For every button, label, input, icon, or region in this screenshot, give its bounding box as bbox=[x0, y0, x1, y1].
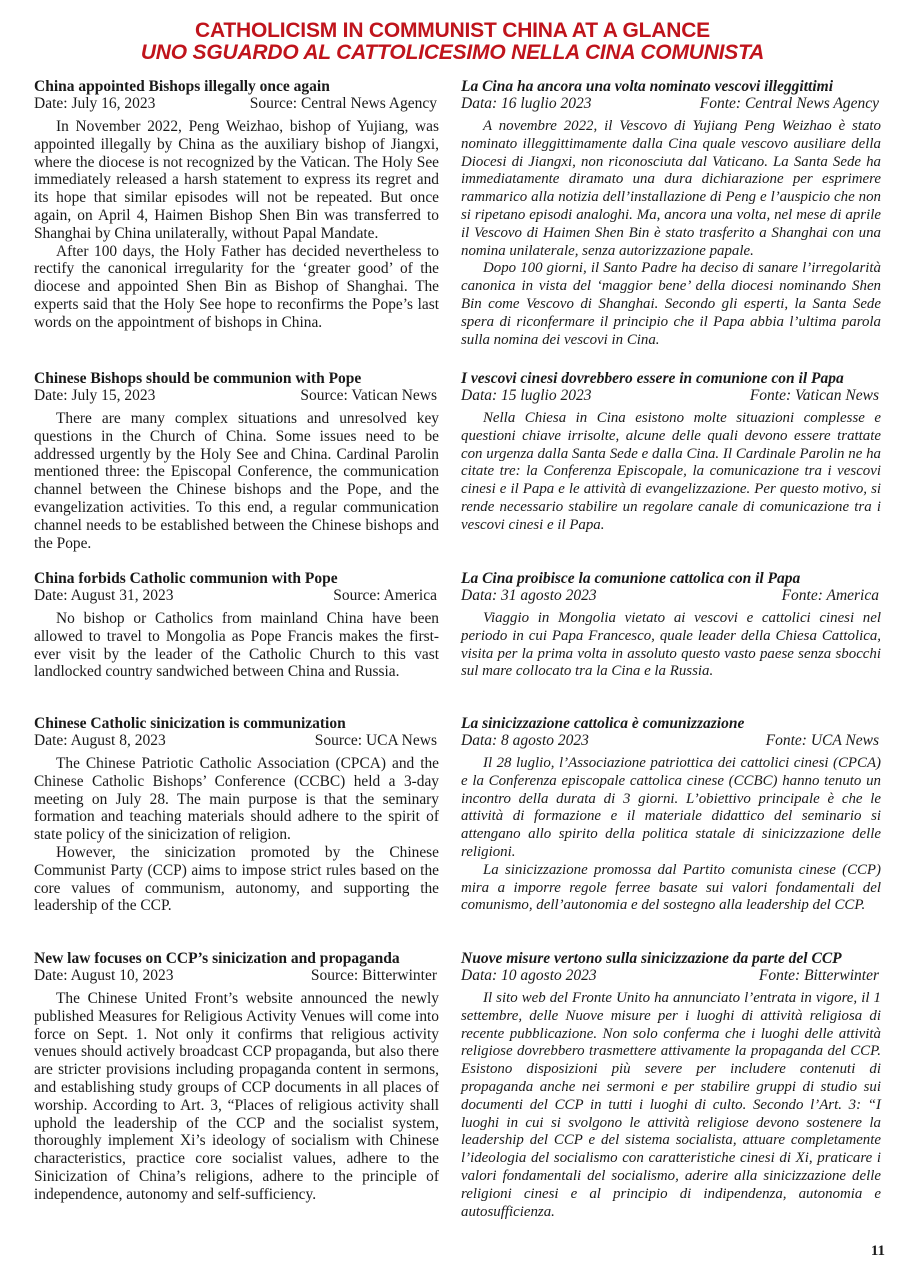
article-body bbox=[461, 990, 881, 1221]
article-date: Data: 16 luglio 2023 bbox=[461, 95, 592, 112]
article-date: Data: 31 agosto 2023 bbox=[461, 587, 597, 604]
page-header bbox=[0, 20, 905, 64]
article-date: Data: 15 luglio 2023 bbox=[461, 387, 592, 404]
article-en-4 bbox=[34, 715, 439, 915]
paragraph: La sinicizzazione promossa dal Partito comunista cinese (CCP) mira a imporre regole ferree basate sui valori fondamentali del comunismo, dell’autonomia e del sostegno alla leadership del CCP. bbox=[461, 861, 881, 914]
article-body bbox=[34, 610, 439, 681]
article-source: Source: UCA News bbox=[314, 732, 437, 749]
article-date: Date: July 16, 2023 bbox=[34, 95, 156, 112]
article-source: Source: America bbox=[333, 587, 437, 604]
article-body bbox=[34, 755, 439, 915]
article-title: China appointed Bishops illegally once again bbox=[34, 78, 330, 95]
article-source: Source: Vatican News bbox=[300, 387, 437, 404]
article-title: Chinese Catholic sinicization is communization bbox=[34, 715, 346, 732]
paragraph: The Chinese Patriotic Catholic Association (CPCA) and the Chinese Catholic Bishops’ Conference (CCBC) held a 3-day meeting on July 28. The main purpose is that the seminary formation and teaching materials should adhere to the spirit of state policy of the sinicization of religion. bbox=[34, 755, 439, 844]
paragraph: Il 28 luglio, l’Associazione patriottica dei cattolici cinesi (CPCA) e la Conferenza episcopale cattolica cinese (CCBC) hanno tenuto un incontro della durata di 3 giorni. L’obiettivo principale è che le attività di formazione e il materiale didattico del seminario si attengano allo spirito della politica statale di sinicizzazione delle religioni. bbox=[461, 755, 881, 860]
article-date: Date: July 15, 2023 bbox=[34, 387, 156, 404]
article-body bbox=[461, 118, 881, 349]
article-en-2 bbox=[34, 370, 439, 552]
paragraph: No bishop or Catholics from mainland China have been allowed to travel to Mongolia as Pope Francis makes the first-ever visit by the leader of the Catholic Church to this vast landlocked country sandwiched between China and Russia. bbox=[34, 610, 439, 681]
article-source: Fonte: America bbox=[781, 587, 879, 604]
article-source: Fonte: Bitterwinter bbox=[758, 967, 879, 984]
article-source: Fonte: Central News Agency bbox=[699, 95, 879, 112]
title-english: CATHOLICISM IN COMMUNIST CHINA AT A GLANCE bbox=[194, 19, 710, 42]
article-body bbox=[34, 410, 439, 552]
article-title: Nuove misure vertono sulla sinicizzazione da parte del CCP bbox=[461, 950, 842, 967]
article-meta bbox=[461, 387, 881, 405]
article-body bbox=[34, 990, 439, 1204]
article-meta bbox=[461, 587, 881, 605]
paragraph: Viaggio in Mongolia vietato ai vescovi e cattolici cinesi nel periodo in cui Papa Francesco, quale leader della Chiesa Cattolica, visita per la prima volta in assoluto questo vasto paese senza sbocchi sul mare collocato tra la Cina e la Russia. bbox=[461, 610, 881, 680]
article-title: La Cina ha ancora una volta nominato vescovi illeggittimi bbox=[461, 78, 834, 95]
article-title: Chinese Bishops should be communion with Pope bbox=[34, 370, 362, 387]
article-it-5 bbox=[461, 950, 881, 1221]
paragraph: Dopo 100 giorni, il Santo Padre ha deciso di sanare l’irregolarità canonica in vista del ‘maggior bene’ della diocesi nominando Shen Bin come Vescovo di Shanghai. Secondo gli esperti, la Santa Sede spera di riconfermare il principio che il Papa abbia l’ultima parola sulla nomina dei vescovi in Cina. bbox=[461, 260, 881, 348]
paragraph: Il sito web del Fronte Unito ha annunciato l’entrata in vigore, il 1 settembre, delle Nuove misure per i luoghi di attività religiosa di recente pubblicazione. Non solo conferma che i luoghi delle attività religiose dovrebbero trasmettere attivamente la propaganda del CCP. Esistono disposizioni più severe per includere contenuti di propaganda anche nei sermoni e per stabilire gruppi di studio sui documenti del CCP in tutti i luoghi di culto. Secondo l’Art. 3: “I luoghi in cui si svolgono le attività religiose devono sostenere la leadership del CCP e del sistema socialista, attuare completamente l’ideologia del socialismo con caratteristiche cinesi di Xi, praticare i valori fondamentali del socialismo, aderire alla sinicizzazione delle religioni cinesi e al principio di indipendenza, autonomia e autosufficienza. bbox=[461, 990, 881, 1220]
article-date: Data: 10 agosto 2023 bbox=[461, 967, 597, 984]
article-source: Fonte: UCA News bbox=[765, 732, 879, 749]
article-title: China forbids Catholic communion with Pope bbox=[34, 570, 338, 587]
article-source: Source: Central News Agency bbox=[249, 95, 437, 112]
article-date: Date: August 8, 2023 bbox=[34, 732, 166, 749]
article-date: Data: 8 agosto 2023 bbox=[461, 732, 589, 749]
article-source: Fonte: Vatican News bbox=[749, 387, 879, 404]
article-meta bbox=[461, 732, 881, 750]
article-body bbox=[461, 755, 881, 915]
article-it-2 bbox=[461, 370, 881, 535]
article-title: La sinicizzazione cattolica è comunizzazione bbox=[461, 715, 745, 732]
article-body bbox=[461, 610, 881, 681]
article-it-1 bbox=[461, 78, 881, 349]
article-meta bbox=[461, 967, 881, 985]
article-date: Date: August 31, 2023 bbox=[34, 587, 174, 604]
article-meta bbox=[34, 967, 439, 985]
article-body bbox=[34, 118, 439, 332]
article-meta bbox=[34, 387, 439, 405]
article-en-3 bbox=[34, 570, 439, 681]
article-it-3 bbox=[461, 570, 881, 681]
article-en-1 bbox=[34, 78, 439, 332]
article-it-4 bbox=[461, 715, 881, 915]
page-number: 11 bbox=[870, 1243, 885, 1259]
article-body bbox=[461, 410, 881, 535]
article-meta bbox=[34, 95, 439, 113]
paragraph: However, the sinicization promoted by the Chinese Communist Party (CCP) aims to impose strict rules based on the core values of communism, autonomy, and supporting the leadership of the CCP. bbox=[34, 843, 439, 915]
article-meta bbox=[34, 732, 439, 750]
paragraph: In November 2022, Peng Weizhao, bishop of Yujiang, was appointed illegally by China as the auxiliary bishop of Jiangxi, where the diocese is not recognized by the Vatican. The Holy See immediately released a harsh statement to express its regret and its hope that similar episodes will not be repeated. But once again, on April 4, Haimen Bishop Shen Bin was transferred to Shanghai by China unilaterally, without Papal Mandate. bbox=[34, 118, 439, 242]
article-meta bbox=[461, 95, 881, 113]
article-title: La Cina proibisce la comunione cattolica con il Papa bbox=[461, 570, 801, 587]
paragraph: There are many complex situations and unresolved key questions in the Church of China. Some issues need to be addressed urgently by the Holy See and China. Cardinal Parolin mentioned three: the Episcopal Conference, the communication channel between the Chinese bishops and the Pope, and the evangelization activities. To this end, a regular communication channel needs to be established between the Chinese bishops and the Pope. bbox=[34, 410, 439, 552]
english-column bbox=[34, 78, 439, 1248]
paragraph: Nella Chiesa in Cina esistono molte situazioni complesse e questioni chiave irrisolte, alcune delle quali devono essere trattate con urgenza dalla Santa Sede e dalla Cina. Il Cardinale Parolin ne ha citate tre: la Conferenza Episcopale, la comunicazione tra i vescovi cinesi e il Papa e le attività di evangelizzazione. Per questo motivo, si rende necessario stabilire un regolare canale di comunicazione tra i vescovi cinesi e il Papa. bbox=[461, 410, 881, 533]
article-title: I vescovi cinesi dovrebbero essere in comunione con il Papa bbox=[461, 370, 844, 387]
italian-column bbox=[461, 78, 881, 1248]
article-title: New law focuses on CCP’s sinicization and propaganda bbox=[34, 950, 400, 967]
article-date: Date: August 10, 2023 bbox=[34, 967, 174, 984]
article-source: Source: Bitterwinter bbox=[310, 967, 437, 984]
paragraph: A novembre 2022, il Vescovo di Yujiang Peng Weizhao è stato nominato illeggittimamente dalla Cina quale vescovo ausiliare della Diocesi di Jiangxi, non riconosciuta dal Vaticano. La Santa Sede ha immediatamente diramato una dura dichiarazione per esprimere rammarico alla notizia dell’installazione di Peng e l’auspicio che non si ripetano episodi analoghi. Ma, ancora una volta, nel mese di aprile il Vescovo di Haimen Shen Bin è stato trasferito a Shanghai con una nomina unilaterale, senza autorizzazione papale. bbox=[461, 118, 881, 259]
paragraph: The Chinese United Front’s website announced the newly published Measures for Religious Activity Venues will come into force on Sept. 1. Not only it confirms that religious activity venues should actively broadcast CCP propaganda, but also there are stricter provisions including propaganda content in sermons, and establishing study groups of CCP documents in all places of worship. According to Art. 3, “Places of religious activity shall uphold the leadership of the CCP and the socialist system, thoroughly implement Xi’s ideology of socialism with Chinese characteristics, practice core socialist values, adhere to the Sinicization of China’s religions, adhere to the principle of independence, autonomy and self-sufficiency. bbox=[34, 990, 439, 1203]
title-italian: UNO SGUARDO AL CATTOLICESIMO NELLA CINA COMUNISTA bbox=[140, 41, 765, 64]
article-en-5 bbox=[34, 950, 439, 1204]
article-meta bbox=[34, 587, 439, 605]
paragraph: After 100 days, the Holy Father has decided nevertheless to rectify the canonical irregularity for the ‘greater good’ of the diocese and appointed Shen Bin as Bishop of Shanghai. The experts said that the Holy See hope to reconfirms the Pope’s last words on the appointment of bishops in China. bbox=[34, 242, 439, 331]
